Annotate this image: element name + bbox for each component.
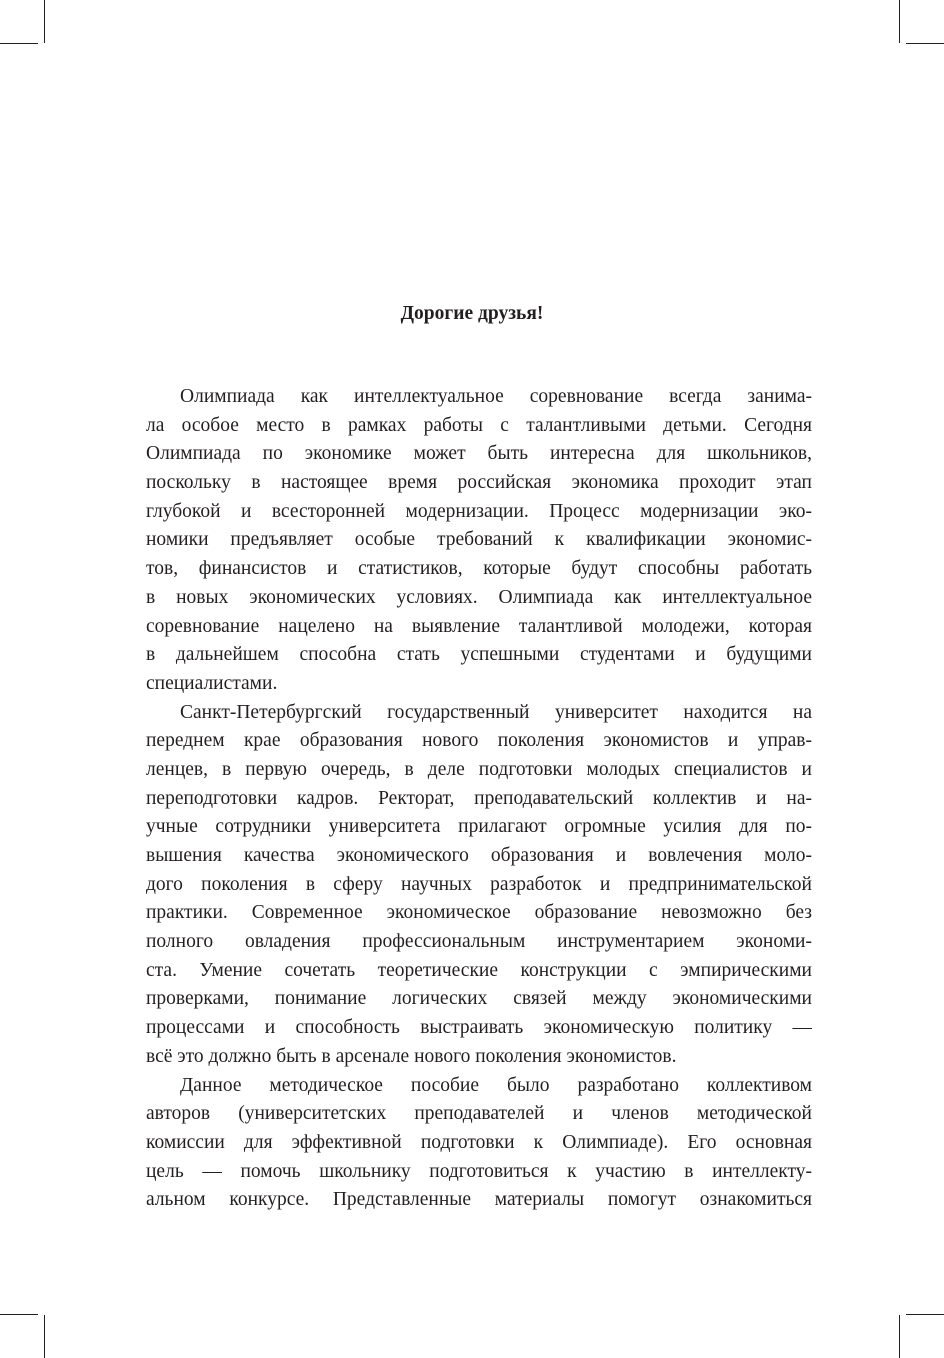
text-line: комиссии для эффективной подготовки к Олимпиаде). Его основная bbox=[146, 1131, 812, 1153]
text-line: учные сотрудники университета прилагают огромные усилия для по- bbox=[146, 816, 812, 838]
text-line: специалистами. bbox=[146, 672, 278, 694]
crop-mark-bottom-left-horizontal bbox=[0, 1314, 38, 1315]
text-line: Олимпиада по экономике может быть интересна для школьников, bbox=[146, 443, 812, 465]
body-text bbox=[146, 383, 812, 1215]
text-line: ленцев, в первую очередь, в деле подготовки молодых специалистов и bbox=[146, 758, 812, 780]
text-line: вышения качества экономического образования и вовлечения моло- bbox=[146, 845, 812, 866]
crop-mark-top-left-vertical bbox=[44, 0, 45, 43]
crop-mark-bottom-right-horizontal bbox=[906, 1314, 944, 1315]
crop-mark-bottom-right-vertical bbox=[899, 1315, 900, 1358]
crop-mark-bottom-left-vertical bbox=[44, 1315, 45, 1358]
text-line: в новых экономических условиях. Олимпиада как интеллектуальное bbox=[146, 586, 812, 608]
text-line: поскольку в настоящее время российская экономика проходит этап bbox=[146, 472, 812, 494]
text-line: альном конкурсе. Представленные материалы помогут ознакомиться bbox=[146, 1189, 812, 1211]
text-line: ла особое место в рамках работы с талантливыми детьми. Сегодня bbox=[146, 414, 812, 436]
text-line: авторов (университетских преподавателей и членов методической bbox=[146, 1103, 812, 1125]
text-line: дого поколения в сферу научных разработок и предпринимательской bbox=[146, 873, 812, 895]
text-line: полного овладения профессиональным инструментарием экономи- bbox=[146, 931, 812, 953]
text-line: Олимпиада как интеллектуальное соревнование всегда занима- bbox=[180, 386, 812, 407]
text-line: переподготовки кадров. Ректорат, преподавательский коллектив и на- bbox=[146, 787, 812, 809]
text-line: проверками, понимание логических связей между экономическими bbox=[146, 988, 812, 1010]
text-line: процессами и способность выстраивать экономическую политику — bbox=[146, 1017, 812, 1039]
text-line: в дальнейшем способна стать успешными студентами и будущими bbox=[146, 644, 812, 666]
text-line: Санкт-Петербургский государственный университет находится на bbox=[180, 701, 812, 723]
text-line: глубокой и всесторонней модернизации. Процесс модернизации эко- bbox=[146, 500, 812, 522]
text-line: переднем крае образования нового поколения экономистов и управ- bbox=[146, 730, 812, 752]
crop-mark-top-right-vertical bbox=[899, 0, 900, 43]
text-line: всё это должно быть в арсенале нового поколения экономистов. bbox=[146, 1045, 677, 1067]
paragraph bbox=[146, 1072, 812, 1215]
text-line: номики предъявляет особые требований к квалификации экономис- bbox=[146, 529, 812, 551]
crop-mark-top-left-horizontal bbox=[0, 43, 38, 44]
crop-mark-top-right-horizontal bbox=[906, 43, 944, 44]
text-line: ста. Умение сочетать теоретические конструкции с эмпирическими bbox=[146, 959, 812, 981]
text-line: соревнование нацелено на выявление талантливой молодежи, которая bbox=[146, 615, 812, 637]
page-heading: Дорогие друзья! bbox=[400, 303, 544, 324]
text-line: цель — помочь школьнику подготовиться к участию в интеллекту- bbox=[146, 1160, 812, 1182]
paragraph bbox=[146, 383, 812, 699]
text-line: Данное методическое пособие было разработано коллективом bbox=[180, 1074, 812, 1096]
text-line: тов, финансистов и статистиков, которые будут способны работать bbox=[146, 558, 812, 580]
paragraph bbox=[146, 699, 812, 1072]
text-line: практики. Современное экономическое образование невозможно без bbox=[146, 902, 812, 924]
